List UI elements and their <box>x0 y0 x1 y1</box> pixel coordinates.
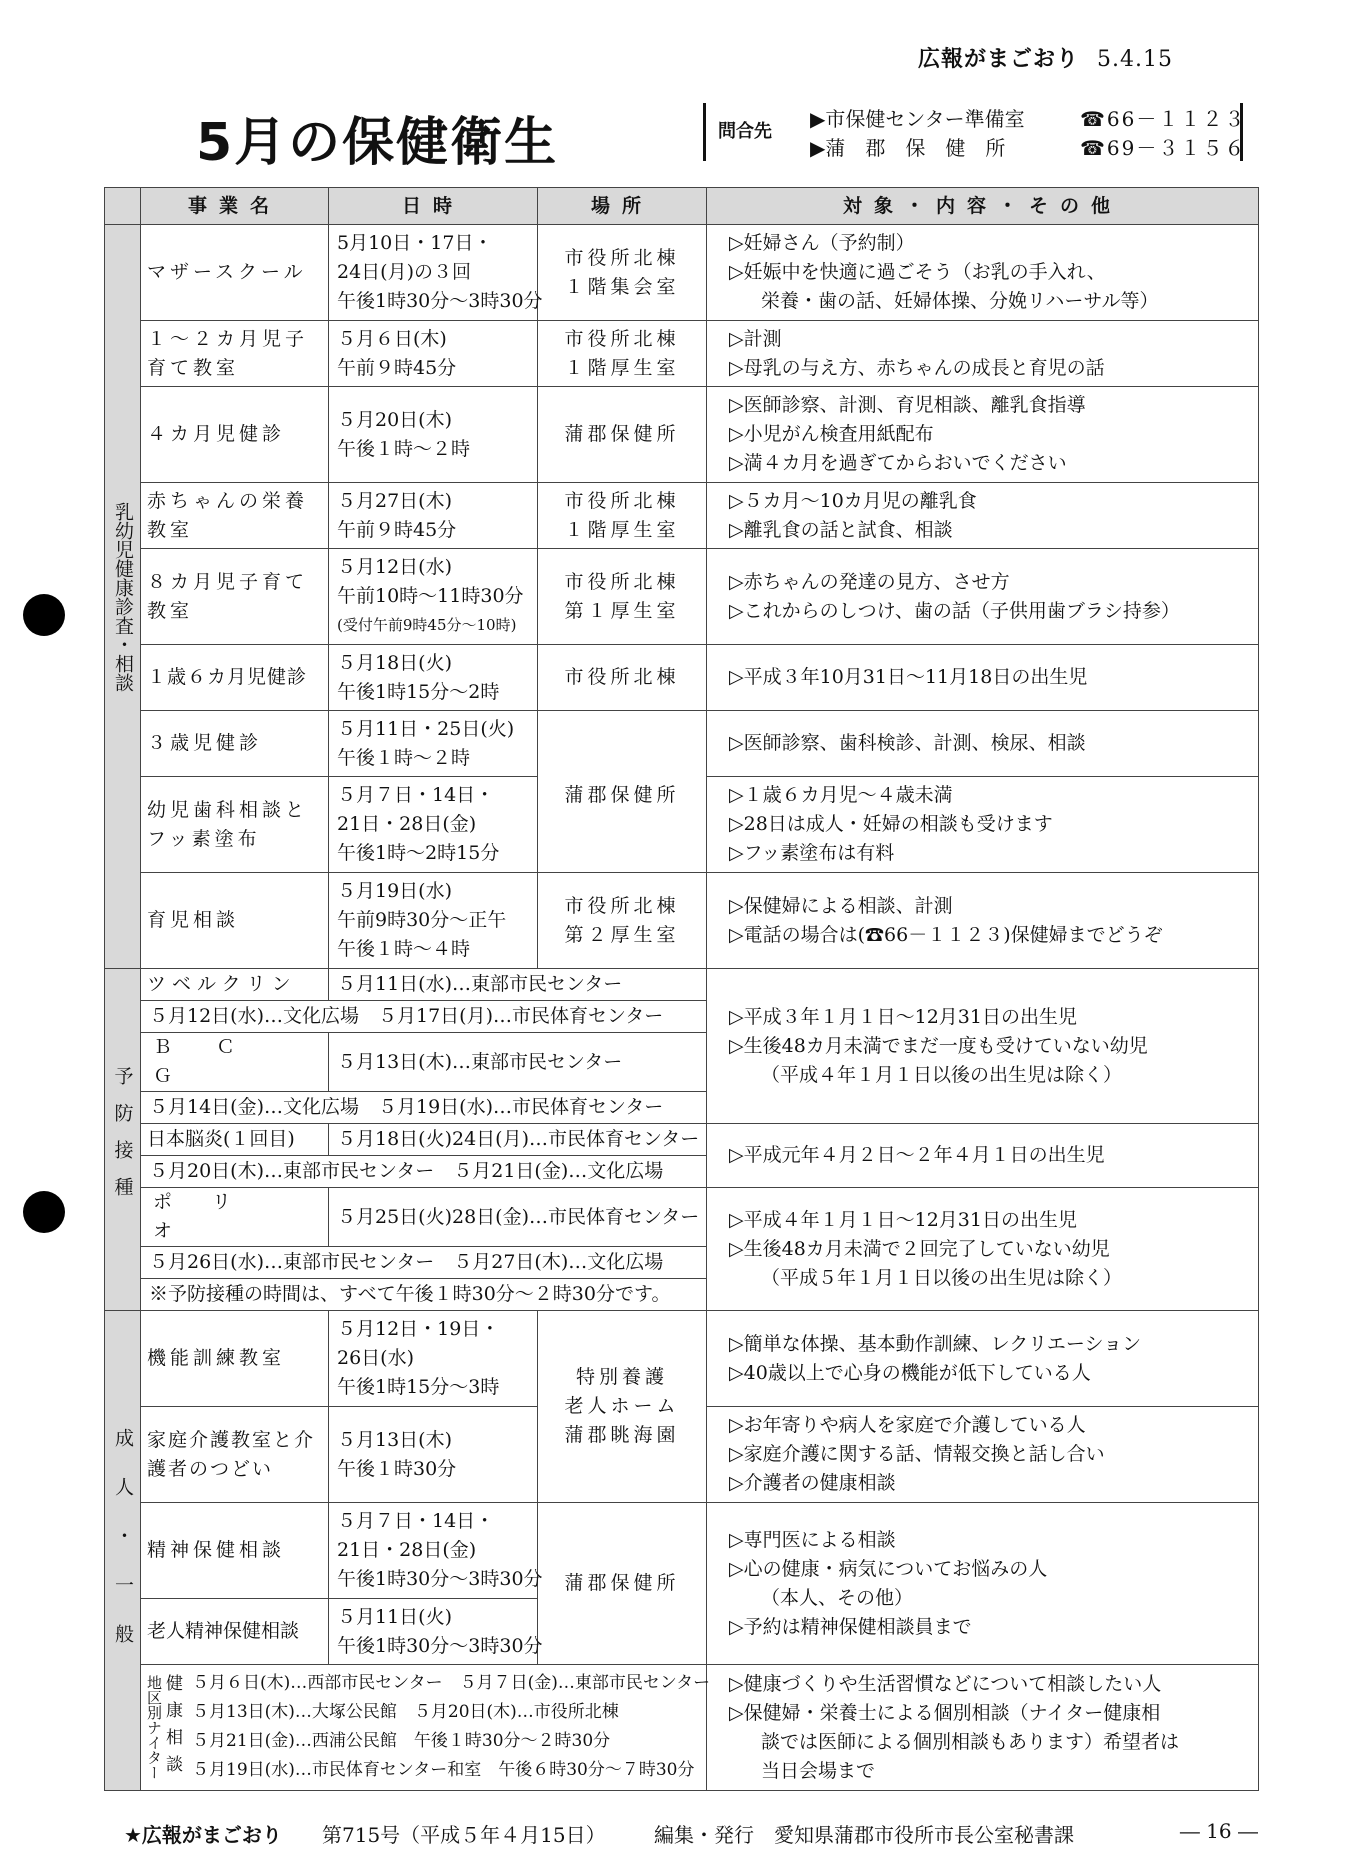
content-line: ▷28日は成人・妊婦の相談も受けます <box>729 813 1053 835</box>
masthead <box>918 42 1173 73</box>
content-line: （本人、その他） <box>761 1586 914 1609</box>
date-line: 午後1時～2時15分 <box>337 842 500 864</box>
event-name: ８カ月児子育て教室 <box>141 549 329 645</box>
category-label: 成人・一般 <box>105 1311 141 1791</box>
date-line: ５月７日・14日・ <box>337 784 495 806</box>
page-number: ― 16 ― <box>1179 1819 1258 1843</box>
vaccine-schedule: ５月13日(木)…東部市民センター <box>329 1033 707 1092</box>
content-line: ▷小児がん検査用紙配布 <box>729 423 934 445</box>
content-line: ▷生後48カ月未満で２回完了していない幼児 <box>729 1237 1110 1260</box>
content-line: 栄養・歯の話、妊婦体操、分娩リハーサル等） <box>761 290 1159 312</box>
content-line: ▷フッ素塗布は有料 <box>729 842 895 864</box>
event-name: １歳６カ月児健診 <box>141 645 329 711</box>
vaccine-schedule: ５月14日(金)…文化広場 ５月19日(水)…市民体育センター <box>141 1092 707 1124</box>
place-line: 市役所北棟 <box>564 246 680 269</box>
place-line: １階集会室 <box>564 275 680 298</box>
date-line: ５月11日(火) <box>337 1605 453 1628</box>
table-row <box>105 969 1259 1001</box>
event-date <box>329 225 543 321</box>
content-line: ▷平成３年10月31日～11月18日の出生児 <box>729 666 1088 688</box>
date-line: 午後１時～２時 <box>337 437 471 460</box>
event-content <box>707 225 1259 321</box>
table-row <box>105 1124 1259 1156</box>
health-consult-line: ５月21日(金)…西浦公民館 午後１時30分～２時30分 <box>192 1730 611 1751</box>
category-label: 予防接種 <box>105 969 141 1311</box>
footer-issue: 第715号（平成５年４月15日） <box>322 1823 606 1847</box>
event-name: 育児相談 <box>141 873 329 969</box>
event-content <box>707 549 1259 645</box>
health-consult-side-label: 地区別ナイター <box>145 1675 163 1780</box>
event-content <box>707 711 1259 777</box>
event-content <box>707 1407 1259 1503</box>
date-line: ５月19日(水) <box>337 880 453 902</box>
vaccine-schedule: ５月18日(火)24日(月)…市民体育センター <box>329 1124 707 1156</box>
event-date <box>329 1599 543 1665</box>
table-row <box>105 1665 1259 1791</box>
footer <box>124 1819 1258 1848</box>
table-row <box>105 1503 1259 1599</box>
event-content <box>707 777 1259 873</box>
inquiry-label: 問合先 <box>718 121 772 142</box>
date-line: 午後１時～４時 <box>337 938 471 960</box>
content-line: ▷離乳食の話と試食、相談 <box>729 518 953 541</box>
event-name: ３歳児健診 <box>141 711 329 777</box>
place-line: 老人ホーム <box>564 1395 680 1417</box>
event-place: 市役所北棟 <box>538 645 707 711</box>
date-line: 午後1時15分～2時 <box>337 680 500 703</box>
content-line: ▷妊婦さん（予約制） <box>729 232 915 254</box>
health-consult-schedule <box>141 1665 711 1791</box>
event-date <box>329 1503 543 1599</box>
event-content <box>707 1665 1259 1791</box>
date-line: 21日・28日(金) <box>337 1539 477 1561</box>
footer-publication: ★広報がまごおり <box>124 1823 282 1847</box>
event-place <box>538 321 707 387</box>
content-line: 当日会場まで <box>761 1759 876 1782</box>
vaccine-content <box>707 969 1259 1124</box>
event-place <box>538 873 707 969</box>
event-date <box>329 645 538 711</box>
event-name: １～２カ月児子育て教室 <box>141 321 329 387</box>
vaccine-schedule: ５月26日(水)…東部市民センター ５月27日(木)…文化広場 <box>141 1247 707 1279</box>
content-line: ▷平成４年１月１日～12月31日の出生児 <box>729 1208 1077 1231</box>
inquiry-name: ▶蒲 郡 保 健 所 <box>810 136 1006 160</box>
date-line: ５月20日(木) <box>337 408 453 431</box>
event-date <box>329 387 538 483</box>
content-line: ▷５カ月～10カ月児の離乳食 <box>729 489 977 512</box>
date-line: 午前９時45分 <box>337 356 457 379</box>
table-row <box>105 873 1259 969</box>
inquiry-name: ▶市保健センター準備室 <box>810 107 1025 131</box>
content-line: ▷平成３年１月１日～12月31日の出生児 <box>729 1005 1077 1028</box>
date-line: ５月11日・25日(火) <box>337 717 515 740</box>
vaccine-schedule: ５月12日(水)…文化広場 ５月17日(月)…市民体育センター <box>141 1001 707 1033</box>
date-line: 午後1時30分～3時30分 <box>337 290 543 312</box>
vaccination-note: ※予防接種の時間は、すべて午後１時30分～２時30分です。 <box>141 1279 707 1311</box>
content-line: ▷１歳６カ月児～４歳未満 <box>729 784 953 806</box>
event-content <box>707 873 1259 969</box>
date-line: ５月13日(木) <box>337 1428 453 1451</box>
content-line: ▷介護者の健康相談 <box>729 1472 896 1494</box>
health-consult-line: ５月13日(木)…大塚公民館 ５月20日(木)…市役所北棟 <box>192 1701 619 1722</box>
vaccine-schedule: ５月25日(火)28日(金)…市民体育センター <box>329 1188 707 1247</box>
publication-name: 広報がまごおり <box>918 47 1080 72</box>
content-line: 談では医師による個別相談もあります）希望者は <box>761 1730 1180 1753</box>
event-date <box>329 873 538 969</box>
date-line: ５月12日(水) <box>337 556 453 578</box>
event-date <box>329 549 538 645</box>
content-line: ▷母乳の与え方、赤ちゃんの成長と育児の話 <box>729 356 1105 379</box>
content-line: ▷健康づくりや生活習慣などについて相談したい人 <box>729 1672 1162 1695</box>
event-place <box>538 549 707 645</box>
health-consult-line: ５月19日(水)…市民体育センター和室 午後６時30分～７時30分 <box>192 1759 695 1780</box>
issue-date: 5.4.15 <box>1097 47 1173 72</box>
content-line: ▷保健婦・栄養士による個別相談（ナイター健康相 <box>729 1701 1161 1724</box>
vaccine-name: ツベルクリン <box>141 969 329 1001</box>
content-line: （平成４年１月１日以後の出生児は除く） <box>761 1063 1123 1086</box>
date-line: 5月10日・17日・ <box>337 232 493 254</box>
content-line: ▷医師診察、計測、育児相談、離乳食指導 <box>729 394 1086 416</box>
place-line: 市役所北棟 <box>564 894 680 917</box>
binding-hole-mark <box>23 594 65 636</box>
date-line: 午後1時30分～3時30分 <box>337 1568 543 1590</box>
event-place <box>538 225 707 321</box>
date-line: 午前９時45分 <box>337 518 457 541</box>
event-name: 老人精神保健相談 <box>141 1599 329 1665</box>
date-line: 午後１時～２時 <box>337 746 471 769</box>
content-line: （平成５年１月１日以後の出生児は除く） <box>761 1266 1123 1289</box>
content-line: ▷医師診察、歯科検診、計測、検尿、相談 <box>729 732 1086 754</box>
date-line: ５月６日(木) <box>337 327 447 350</box>
event-name: 赤ちゃんの栄養教室 <box>141 483 329 549</box>
vaccine-schedule: ５月20日(木)…東部市民センター ５月21日(金)…文化広場 <box>141 1156 707 1188</box>
vaccine-name: ポリオ <box>141 1188 329 1247</box>
event-content <box>707 1503 1259 1665</box>
event-name: 幼児歯科相談とフッ素塗布 <box>141 777 329 873</box>
table-row <box>105 483 1259 549</box>
date-line: ５月７日・14日・ <box>337 1510 495 1532</box>
header-cell: 事業名 <box>141 188 329 225</box>
category-label: 乳幼児健康診査・相談 <box>105 225 141 969</box>
table-row <box>105 387 1259 483</box>
event-name: 家庭介護教室と介護者のつどい <box>141 1407 329 1503</box>
place-line: 市役所北棟 <box>564 570 680 593</box>
event-content <box>707 483 1259 549</box>
date-line: 26日(水) <box>337 1347 415 1369</box>
header-cell <box>105 188 141 225</box>
table-row <box>105 549 1259 645</box>
inquiry-box <box>703 103 1247 161</box>
table-row <box>105 711 1259 777</box>
place-line: 第１厚生室 <box>564 599 680 622</box>
content-line: ▷平成元年４月２日～２年４月１日の出生児 <box>729 1144 1105 1166</box>
content-line: ▷妊娠中を快適に過ごそう（お乳の手入れ、 <box>729 261 1106 283</box>
event-content <box>707 645 1259 711</box>
content-line: ▷40歳以上で心身の機能が低下している人 <box>729 1361 1091 1384</box>
inquiry-tel: ☎69－３１５６ <box>1080 136 1247 160</box>
event-name: ４カ月児健診 <box>141 387 329 483</box>
table-row <box>105 645 1259 711</box>
content-line: ▷心の健康・病気についてお悩みの人 <box>729 1557 1048 1580</box>
event-date <box>329 1407 538 1503</box>
event-name: マザースクール <box>141 225 329 321</box>
content-line: ▷電話の場合は(☎66－１１２３)保健婦までどうぞ <box>729 923 1163 946</box>
vaccine-content <box>707 1188 1259 1311</box>
event-date <box>329 711 538 777</box>
table-header <box>105 188 1259 225</box>
date-line: 21日・28日(金) <box>337 813 477 835</box>
date-line: 午後１時30分 <box>337 1457 457 1480</box>
event-content <box>707 1311 1259 1407</box>
date-line: 午前10時～11時30分 <box>337 585 524 607</box>
event-content <box>707 387 1259 483</box>
page-title: 5月の保健衛生 <box>196 113 559 173</box>
place-line: 特別養護 <box>575 1366 668 1388</box>
event-date <box>329 483 538 549</box>
binding-hole-mark <box>23 1191 65 1233</box>
event-name: 精神保健相談 <box>141 1503 329 1599</box>
event-place: 蒲郡保健所 <box>538 711 707 873</box>
vaccine-schedule: ５月11日(水)…東部市民センター <box>329 969 707 1001</box>
inquiry-entry <box>810 103 1247 132</box>
content-line: ▷お年寄りや病人を家庭で介護している人 <box>729 1414 1086 1436</box>
date-line: ５月27日(木) <box>337 489 453 512</box>
date-line: 24日(月)の３回 <box>337 261 472 283</box>
place-line: 市役所北棟 <box>564 489 680 512</box>
place-line: １階厚生室 <box>564 518 680 541</box>
event-date <box>329 321 538 387</box>
table-row <box>105 225 1259 321</box>
date-line: ５月18日(火) <box>337 651 453 674</box>
content-line: ▷計測 <box>729 327 782 350</box>
event-place <box>538 1311 707 1503</box>
content-line: ▷家庭介護に関する話、情報交換と話し合い <box>729 1443 1105 1465</box>
table-row <box>105 1188 1259 1247</box>
place-line: 市役所北棟 <box>564 327 680 350</box>
vaccine-content <box>707 1124 1259 1188</box>
content-line: ▷保健婦による相談、計測 <box>729 894 953 917</box>
content-line: ▷専門医による相談 <box>729 1528 896 1551</box>
table-row <box>105 321 1259 387</box>
header-cell: 日時 <box>329 188 538 225</box>
content-line: ▷赤ちゃんの発達の見方、させ方 <box>729 570 1010 593</box>
content-line: ▷予約は精神保健相談員まで <box>729 1615 972 1638</box>
content-line: ▷簡単な体操、基本動作訓練、レクリエーション <box>729 1332 1142 1355</box>
event-date <box>329 1311 538 1407</box>
inquiry-entry <box>810 132 1247 161</box>
schedule-table <box>104 187 1259 1791</box>
vaccine-name: 日本脳炎(１回目) <box>141 1124 329 1156</box>
header-cell: 対象・内容・その他 <box>707 188 1259 225</box>
content-line: ▷満４カ月を過ぎてからおいでください <box>729 452 1067 474</box>
date-line: 午後1時15分～3時 <box>337 1376 500 1398</box>
event-place <box>538 483 707 549</box>
inquiry-tel: ☎66－１１２３ <box>1080 107 1247 131</box>
header-cell: 場所 <box>538 188 707 225</box>
content-line: ▷生後48カ月未満でまだ一度も受けていない幼児 <box>729 1034 1148 1057</box>
event-content <box>707 321 1259 387</box>
content-line: ▷これからのしつけ、歯の話（子供用歯ブラシ持参） <box>729 599 1180 622</box>
footer-publisher: 編集・発行 愛知県蒲郡市役所市長公室秘書課 <box>654 1823 1074 1847</box>
date-note: (受付午前9時45分～10時) <box>337 616 517 634</box>
place-line: 蒲郡眺海園 <box>564 1424 680 1446</box>
event-name: 機能訓練教室 <box>141 1311 329 1407</box>
place-line: １階厚生室 <box>564 356 680 379</box>
place-line: 第２厚生室 <box>564 923 680 946</box>
event-place: 蒲郡保健所 <box>538 387 707 483</box>
health-consult-label: 健康相談 <box>162 1673 182 1782</box>
vaccine-name: ＢＣＧ <box>141 1033 329 1092</box>
event-place: 蒲郡保健所 <box>538 1503 707 1665</box>
event-date <box>329 777 538 873</box>
date-line: 午後1時30分～3時30分 <box>337 1634 543 1657</box>
table-row <box>105 1311 1259 1407</box>
health-consult-line: ５月６日(木)…西部市民センター ５月７日(金)…東部市民センター <box>192 1672 711 1693</box>
date-line: ５月12日・19日・ <box>337 1318 500 1340</box>
date-line: 午前9時30分～正午 <box>337 909 507 931</box>
